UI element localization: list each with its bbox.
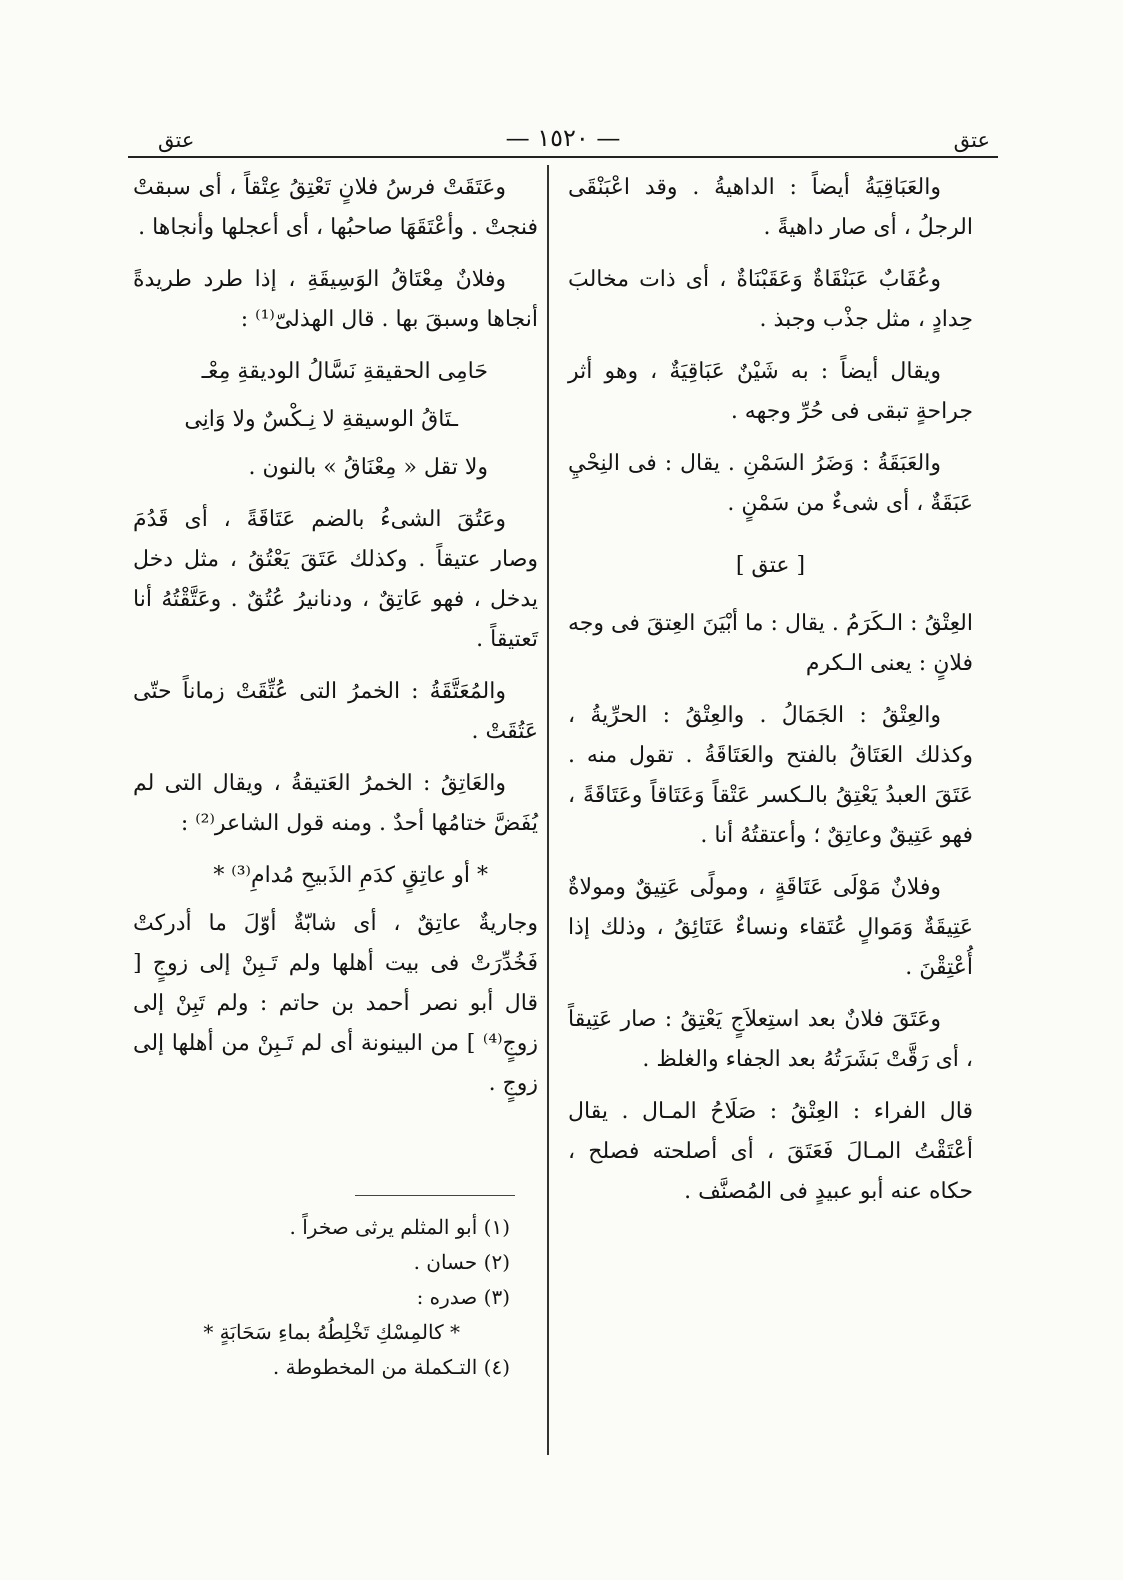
paragraph: وعُقَابٌ عَبَنْقَاةٌ وَعَقَبْنَاةٌ ، أى ذات مخالبَ حِدادٍ ، مثل جذْب وجبذ . (568, 267, 973, 332)
verse-line: حَامِى الحقيقةِ نَسَّالُ الوديقةِ مِعْـ (201, 359, 488, 384)
footnotes (140, 1210, 510, 1385)
page-number: — ١٥٢٠ — (505, 124, 621, 152)
paragraph: وعَتَقَ فلانٌ بعد استِعلاَجٍ يَعْتِقُ : صار عَتِيقاً ، أى رَقَّتْ بَشَرَتُهُ بعد الجفاء والغلظ . (568, 1007, 973, 1072)
section-heading: [ عتق ] (735, 553, 806, 578)
paragraph: وعَتَقَتْ فرسُ فلانٍ تَعْتِقُ عِتْقاً ، أى سبقتْ فنجتْ . وأعْتَقَهَا صاحبُها ، أى أعجلها وأنجاها . (133, 175, 538, 240)
paragraph: والعَبَقَةُ : وَضَرُ السَمْنِ . يقال : فى النِحْيِ عَبَقَةٌ ، أى شىءٌ من سَمْنٍ . (568, 451, 973, 516)
page-header (128, 118, 998, 158)
paragraph: وجاريةٌ عاتِقٌ ، أى شابّةٌ أوّلَ ما أدركتْ فَخُدِّرَتْ فى بيت أهلها ولم تَـبِنْ إلى زوجٍ [ قال أبو نصر أحمد بن حاتم : ولم تَبِنْ إلى زوجٍ⁽⁴⁾ ] من البينونة أى لم تَـبِنْ من أهلها إلى زوجٍ . (133, 911, 538, 1096)
verse-line: ـتَاقُ الوسيقةِ لا نِـكْسٌ ولا وَانِى (184, 407, 458, 432)
footnote-3-verse: * كالمِسْكِ تَخْلِطُهُ بماءِ سَحَابَةٍ * (203, 1320, 460, 1344)
paragraph: قال الفراء : العِتْقُ : صَلَاحُ المـال . يقال أعْتَقْتُ المـالَ فَعَتَقَ ، أى أصلحته فصلح ، حكاه عنه أبو عبيدٍ فى المُصنَّف . (568, 1099, 973, 1204)
paragraph: وفلانٌ مَوْلَى عَتَاقَةٍ ، ومولًى عَتِيقٌ ومولاةٌ عَتِيقَةٌ وَمَوالٍ عُتَقاء ونساءٌ عَتَائِقُ ، وذلك إذا أُعْتِقْنَ . (568, 875, 973, 980)
header-entry-left: عتق (158, 128, 195, 152)
paragraph: وعَتُقَ الشىءُ بالضم عَتَاقَةً ، أى قَدُمَ وصار عتيقاً . وكذلك عَتَقَ يَعْتُقُ ، مثل دخل يدخل ، فهو عَاتِقٌ ، ودنانيرُ عُتُقٌ . وعَتَّقْتُهُ أنا تَعتيقاً . (133, 507, 538, 652)
footnote-4: (٤) التـكملة من المخطوطة . (272, 1355, 510, 1379)
column-divider (547, 165, 549, 1455)
paragraph: والمُعَتَّقَةُ : الخمرُ التى عُتِّقَتْ زماناً حتّى عَتُقَتْ . (133, 679, 538, 744)
footnote-1: (١) أبو المثلم يرثى صخراً . (289, 1215, 510, 1239)
paragraph: والعَبَاقِيَةُ أيضاً : الداهيةُ . وقد اعْبَنْقَى الرجلُ ، أى صار داهيةً . (568, 175, 973, 240)
right-column (568, 168, 973, 1224)
paragraph: العِتْقُ : الـكَرَمُ . يقال : ما أبْيَنَ العِتقَ فى وجه فلانٍ : يعنى الـكرم (568, 611, 973, 676)
paragraph: والعَاتِقُ : الخمرُ العَتيقةُ ، ويقال التى لم يُفَضَّ ختامُها أحدٌ . ومنه قول الشاعر⁽²⁾ : (133, 771, 538, 836)
paragraph: والعِتْقُ : الجَمَالُ . والعِتْقُ : الحرِّيةُ ، وكذلك العَتَاقُ بالفتح والعَتَاقَةُ . تقول منه . عَتَقَ العبدُ يَعْتِقُ بالـكسر عَتْقاً وَعَتَاقاً وعَتَاقَةً ، فهو عَتِيقٌ وعاتِقٌ ؛ وأعتقتُهُ أنا . (568, 703, 973, 848)
footnote-rule (355, 1195, 515, 1196)
left-column (133, 168, 538, 1116)
paragraph: وفلانٌ مِعْتَاقُ الوَسِيقَةِ ، إذا طرد طريدةً أنجاها وسبقَ بها . قال الهذلىّ⁽¹⁾ : (133, 267, 538, 332)
verse-line: * أو عاتِقٍ كدَمِ الذَبيحِ مُدامِ⁽³⁾ * (213, 863, 488, 888)
footnote-2: (٢) حسان . (413, 1250, 510, 1274)
paragraph: ولا تقل « مِعْنَاقُ » بالنون . (248, 455, 488, 480)
paragraph: ويقال أيضاً : به شَيْنٌ عَبَاقِيَةٌ ، وهو أثر جراحةٍ تبقى فى حُرِّ وجهه . (568, 359, 973, 424)
header-entry-right: عتق (953, 128, 990, 152)
footnote-3: (٣) صدره : (416, 1285, 510, 1309)
